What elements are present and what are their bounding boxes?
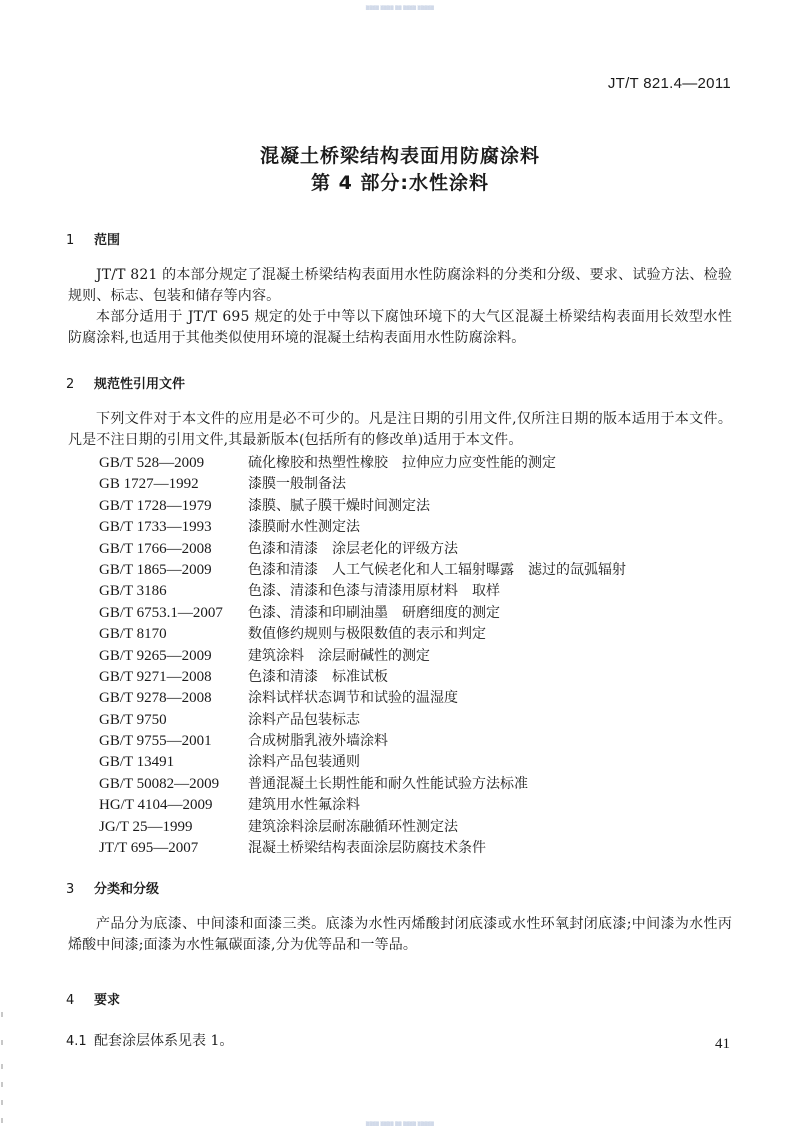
subclause-text: 配套涂层体系见表 1。 [94, 1033, 234, 1049]
reference-title: 涂料产品包装标志 [248, 711, 360, 728]
section-number: 4 [66, 993, 75, 1008]
reference-code: GB/T 9750 [99, 711, 167, 728]
reference-code: GB/T 8170 [99, 626, 167, 643]
reference-row [99, 795, 699, 816]
reference-row [99, 603, 699, 624]
reference-title: 建筑涂料 涂层耐碱性的测定 [248, 647, 430, 664]
reference-row [99, 517, 699, 538]
reference-code: GB/T 13491 [99, 754, 175, 771]
reference-row [99, 817, 699, 838]
section-4-heading [66, 989, 120, 1008]
section-1-paragraph-1: JT/T 821 的本部分规定了混凝土桥梁结构表面用水性防腐涂料的分类和分级、要求、试验方法、检验规则、标志、包装和储存等内容。 [68, 267, 732, 304]
reference-row [99, 496, 699, 517]
reference-row [99, 774, 699, 795]
reference-title: 色漆、清漆和印刷油墨 研磨细度的测定 [248, 604, 500, 621]
reference-row [99, 731, 699, 752]
subclause-number: 4.1 [66, 1034, 87, 1049]
reference-code: GB/T 9278—2008 [99, 690, 212, 707]
reference-title: 普通混凝土长期性能和耐久性能试验方法标准 [248, 775, 528, 792]
section-2-paragraph-1: 下列文件对于本文件的应用是必不可少的。凡是注日期的引用文件,仅所注日期的版本适用于本文件。凡是不注日期的引用文件,其最新版本(包括所有的修改单)适用于本文件。 [68, 411, 732, 448]
reference-row [99, 474, 699, 495]
normative-references-list [99, 453, 699, 859]
top-watermark: ▒▒▒▒ ▒▒▒▒ ▒▒ ▒▒▒▒ ▒▒▒▒▒ [365, 5, 435, 10]
section-1-paragraph-2: 本部分适用于 JT/T 695 规定的处于中等以下腐蚀环境下的大气区混凝土桥梁结构表面用长效型水性防腐涂料,也适用于其他类似使用环境的混凝土结构表面用水性防腐涂料。 [68, 309, 732, 346]
section-2-heading [66, 373, 185, 392]
reference-title: 硫化橡胶和热塑性橡胶 拉伸应力应变性能的测定 [248, 455, 556, 471]
reference-title: 漆膜耐水性测定法 [248, 519, 360, 536]
edge-mark [1, 1082, 3, 1087]
reference-title: 漆膜、腻子膜干燥时间测定法 [248, 497, 430, 514]
edge-mark [1, 1064, 3, 1069]
reference-row [99, 688, 699, 709]
reference-title: 建筑用水性氟涂料 [248, 797, 360, 814]
section-3-heading [66, 878, 159, 897]
reference-code: GB/T 6753.1—2007 [99, 604, 223, 621]
section-number: 1 [66, 233, 75, 248]
reference-title: 色漆、清漆和色漆与清漆用原材料 取样 [248, 583, 500, 600]
reference-title: 色漆和清漆 标准试板 [248, 668, 388, 685]
reference-title: 建筑涂料涂层耐冻融循环性测定法 [248, 818, 458, 835]
reference-code: GB 1727—1992 [99, 476, 199, 493]
reference-row [99, 838, 699, 859]
reference-title: 涂料产品包装通则 [248, 754, 360, 771]
reference-code: GB/T 1766—2008 [99, 540, 212, 557]
reference-code: GB/T 1733—1993 [99, 519, 212, 536]
reference-title: 色漆和清漆 人工气候老化和人工辐射曝露 滤过的氙弧辐射 [248, 561, 626, 578]
section-title: 范围 [94, 233, 121, 248]
edge-mark [1, 1100, 3, 1105]
reference-row [99, 667, 699, 688]
reference-title: 涂料试样状态调节和试验的温湿度 [248, 690, 458, 707]
section-title: 要求 [94, 993, 121, 1008]
section-3-paragraph-1: 产品分为底漆、中间漆和面漆三类。底漆为水性丙烯酸封闭底漆或水性环氧封闭底漆;中间漆为水性丙烯酸中间漆;面漆为水性氟碳面漆,分为优等品和一等品。 [68, 916, 732, 953]
reference-code: GB/T 9265—2009 [99, 647, 212, 664]
standard-code: JT/T 821.4—2011 [607, 75, 731, 92]
document-title-line1: 混凝土桥梁结构表面用防腐涂料 [259, 145, 540, 167]
page-number: 41 [715, 1036, 730, 1052]
section-1-heading [66, 229, 120, 248]
edge-mark [1, 1040, 3, 1045]
reference-title: 漆膜一般制备法 [248, 476, 346, 493]
bottom-watermark: ▒▒▒▒ ▒▒▒▒ ▒▒ ▒▒▒▒ ▒▒▒▒▒ [365, 1121, 435, 1126]
section-title: 分类和分级 [94, 882, 160, 897]
reference-title: 混凝土桥梁结构表面涂层防腐技术条件 [248, 840, 486, 857]
reference-row [99, 646, 699, 667]
reference-row [99, 710, 699, 731]
reference-code: GB/T 1865—2009 [99, 561, 212, 578]
reference-row [99, 539, 699, 560]
reference-code: JG/T 25—1999 [99, 818, 193, 835]
section-number: 2 [66, 377, 75, 392]
reference-code: GB/T 528—2009 [99, 455, 205, 471]
reference-row [99, 581, 699, 602]
reference-code: GB/T 9755—2001 [99, 733, 212, 750]
reference-code: HG/T 4104—2009 [99, 797, 213, 814]
reference-code: GB/T 1728—1979 [99, 497, 212, 514]
reference-title: 数值修约规则与极限数值的表示和判定 [248, 626, 486, 643]
reference-code: GB/T 3186 [99, 583, 167, 600]
reference-row [99, 453, 699, 474]
reference-code: JT/T 695—2007 [99, 840, 199, 857]
edge-mark [1, 1012, 3, 1017]
reference-row [99, 560, 699, 581]
reference-code: GB/T 9271—2008 [99, 668, 212, 685]
document-title-line2: 第 4 部分:水性涂料 [310, 172, 490, 194]
subclause-4-1 [66, 1030, 233, 1050]
reference-code: GB/T 50082—2009 [99, 775, 220, 792]
section-number: 3 [66, 882, 75, 897]
section-title: 规范性引用文件 [94, 377, 186, 392]
reference-row [99, 752, 699, 773]
reference-title: 合成树脂乳液外墙涂料 [248, 733, 388, 750]
reference-title: 色漆和清漆 涂层老化的评级方法 [248, 540, 458, 557]
reference-row [99, 624, 699, 645]
